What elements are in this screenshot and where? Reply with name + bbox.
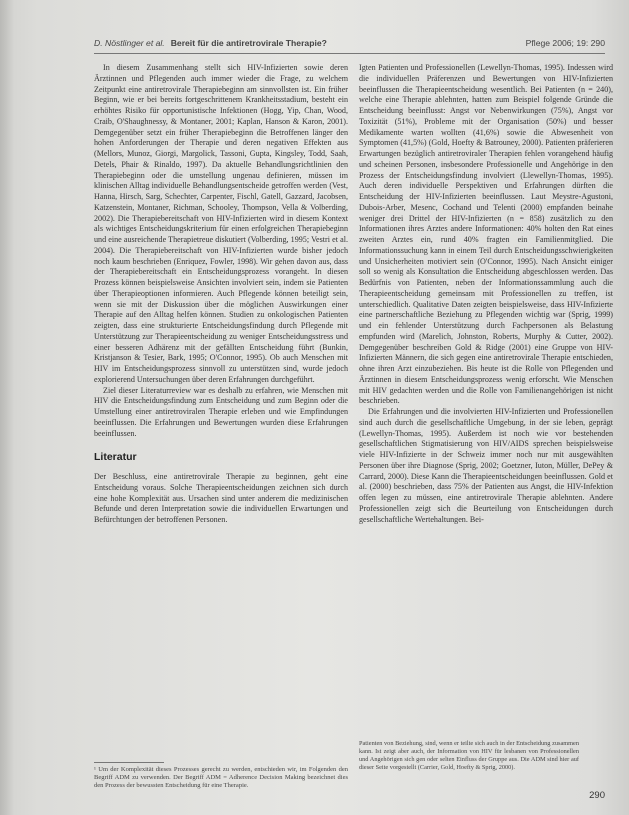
binding-shadow: [0, 0, 14, 815]
right-column: [359, 63, 613, 525]
left-paragraph-1: In diesem Zusammenhang stellt sich HIV-Infizierten sowie deren Ärztinnen und Pflegenden auch immer wieder die Frage, zu welchem Zeitpunkt eine antiretrovirale Therapiebeginn am sinnvollsten ist. Ein früher Beginn, wie er bei bereits fortgeschrittenem Krankheitsstadium, besteht ein erhöhtes Risiko für opportunistische Infektionen (Hogg, Yip, Chan, Wood, Craib, O'Shaughnessy, & Montaner, 2001; Kaplan, Hanson & Karon, 2001). Demgegenüber setzt ein früher Therapiebeginn die Betroffenen länger den hohen Anforderungen der Therapie und deren negativen Effekten aus (Mellors, Munoz, Giorgi, Margolick, Tassoni, Gupta, Kingsley, Todd, Saah, Detels, Phair & Rinaldo, 1997). Da aktuelle Behandlungsrichtlinien den Therapiebeginn oder die umstellung ungenau definieren, müssen im klinischen Alltag individuelle Behandlungsentscheide getroffen werden (Vest, Hanna, Hirsch, Sarg, Schechter, Carpenter, Fischl, Gatell, Gazzard, Jacobsen, Katzenstein, Montaner, Richman, Schooley, Thompson, Vella & Volberding, 2002). Die Therapiebereitschaft von HIV-Infizierten wird in diesem Kontext als wichtiges Entscheidungskriterium für einen erfolgreichen Therapiebeginn und eine ausreichende Therapietreue diskutiert (Volberding, 1995; Vestri et al. 2004). Die Therapiebereitschaft von HIV-Infizierten wurde bisher jedoch noch kaum beschrieben (Enriquez, Fowler, 1998). Wir gehen davon aus, dass der Therapiebereitschaft ein Entscheidungsprozess vorangeht. In diesen Prozess können beispielsweise Ansichten involviert sein, indem sie Patienten über Therapieoptionen informieren. Auch Pflegende können beteiligt sein, wenn sie mit der Diskussion über die möglichen Auswirkungen einer Therapie auf den Alltag helfen können. Studien zu onkologischen Patienten zeigten, dass eine strukturierte Entscheidungsfindung durch Pflegende mit Unterstützung zur Therapieentscheidung zu weniger Entscheidungsstress und einer besseren Adhärenz mit der gefällten Entscheidung führt (Bunkin, Kristjanson & Tesier, Bark, 1995; O'Connor, 1995). Ob auch Menschen mit HIV im Entscheidungsprozess sinnvoll zu unterstützen sind, wurde jedoch explorierend Untersuchungen über deren Erfahrungen durchgeführt.: [94, 63, 348, 384]
running-header: [94, 38, 605, 52]
header-title: Bereit für die antiretrovirale Therapie?: [170, 38, 327, 48]
margin-note: Patienten von Beziehung, sind, wenn er teilte sich auch in der Entscheidung zusammen kann. Ist zeigt aber auch, der Information von HIV für lesbanen von Professionellen und Angehörigen sich gen oder selten Einfluss der Gruppe aus. Die ADM sind hier auf dieser Seite vorgestellt (Carrier, Gold, Hoefty & Sprig, 2000).: [359, 740, 579, 771]
header-journal: Pflege 2006; 19: 290: [525, 38, 605, 48]
footnote: ¹ Um der Komplexität dieses Prozesses gerecht zu werden, entschieden wir, im Folgenden den Begriff ADM zu verwenden. Der Begriff ADM = Adherence Decision Making bezeichnet dies den Prozess der bewussten Entscheidung für eine Therapie.: [94, 766, 348, 790]
left-paragraph-2: Ziel dieser Literaturreview war es deshalb zu erfahren, wie Menschen mit HIV die Entscheidungsfindung zum Entscheidung und zum Beginn oder die Umstellung einer antiretroviralen Therapie erleben und wie Empfindungen beeinflussen. Die Erfahrungen und Bewertungen wurden diese Erfahrungen beeinflussen.: [94, 385, 348, 438]
section-heading-literatur: Literatur: [94, 451, 137, 464]
header-rule: [94, 53, 605, 54]
footnote-rule: [94, 762, 164, 763]
header-left: [94, 38, 327, 48]
right-paragraph-1: Igten Patienten und Professionellen (Lewellyn-Thomas, 1995). Indessen wird die individuellen Präferenzen und Bewertungen von HIV-Infizierten beeinflussen die Therapieentscheidung wesentlich. Bei Patienten (n = 240), welche eine Therapie ablehnten, hatten zum Beispiel folgende Gründe die Entscheidung beeinflusst: Angst vor Nebenwirkungen (75%), Angst vor Toxizität (51%), Probleme mit der Organisation (50%) und besser Medikamente warten wollten (41,6%) sowie die Abwesenheit von Symptomen (41,5%) (Gold, Hoefty & Batrouney, 2000). Patienten präferieren Erwartungen bezüglich antiretroviraler Therapien fehlen vorangehend häufig und scheinen Personen, insbesondere Professionelle und Angehörige in den Prozess der Entscheidungsfindung involviert (Llewellyn-Thomas, 1995). Auch deren individuelle Perspektiven und Erfahrungen dürften die Entscheidung der HIV-Infizierten beeinflussen. Laut Meystre-Agustoni, Dubois-Arber, Mesenc, Cochand und Telenti (2000) empfanden beinahe weniger drei Drittel der HIV-Infizierten (n = 858) zusätzlich zu den Informationen ihres Arztes andere Informationen: 40% holten den Rat eines zweiten Arztes ein, rund 40% fragten ein Familienmitglied. Die Informationssuchung kann in einem Teil durch Entscheidungsschwierigkeiten und Unsicherheiten motiviert sein (O'Connor, 1995). Nach Ansicht einiger soll so wenig als Konsultation die Entscheidung abgeschlossen werden. Das Bedürfnis von Patienten, neben der Informationssammlung auch die Therapieentscheidung gemeinsam mit Professionellen zu treffen, ist unterschiedlich. Qualitative Daten zeigten beispielsweise, dass HIV-Infizierte eine partnerschaftliche Beziehung zu Pflegenden wichtig war (Sprig, 1999) und ein fehlender Unterstützung durch Fachpersonen als Belastung empfunden wird (Marelich, Johnston, Roberts, Murphy & Cutter, 2002). Demgegenüber beschreiben Gold & Ridge (2001) eine Gruppe von HIV-Infizierten Männern, die sich gegen eine antiretrovirale Therapie entschieden, ohne ihren Arzt einzubeziehen. Bis heute ist die Rolle von Pflegenden und Ärztinnen in diesem Entscheidungsprozess wenig erforscht. Wie Menschen mit HIV gedachten werden und die Rolle von Familienangehörigen ist nicht beschrieben.: [359, 63, 613, 406]
left-paragraph-3: Der Beschluss, eine antiretrovirale Therapie zu beginnen, geht eine Entscheidung voraus. Solche Therapieentscheidungen zeichnen sich durch eine hohe Komplexität aus. Ursachen sind unter anderem die medizinischen Befunde und deren Interpretation sowie die individuellen Erwartungen und Befürchtungen der betroffenen Personen.: [94, 472, 348, 524]
right-paragraph-2: Die Erfahrungen und die involvierten HIV-Infizierten und Professionellen sind auch durch die gesellschaftliche Umgebung, in der sie leben, geprägt (Lewellyn-Thomas, 1995). Außerdem ist noch wie vor bestehenden gesellschaftlichen Stigmatisierung von HIV/AIDS sprechen beispielsweise viele HIV-Infizierte in der Schweiz immer noch nur mit ausgewählten Personen über ihre Diagnose (Sprig, 2002; Goetzner, Iuton, Müller, DePey & Carrard, 2000). Diese Kann die Therapieentscheidungen beeinflussen. Gold et al. (2000) beschrieben, dass 75% der Patienten aus Angst, die HIV-Infektion offen legen zu müssen, eine antiretrovirale Therapie ablehnten. Andere Professionellen zeigt sich die Beurteilung von Entscheidungen durch gesellschaftliche Wertehaltungen. Bei-: [359, 407, 613, 524]
header-author: D. Nöstlinger et al.: [94, 38, 165, 48]
left-column: [94, 63, 348, 526]
page-number: 290: [589, 790, 605, 801]
